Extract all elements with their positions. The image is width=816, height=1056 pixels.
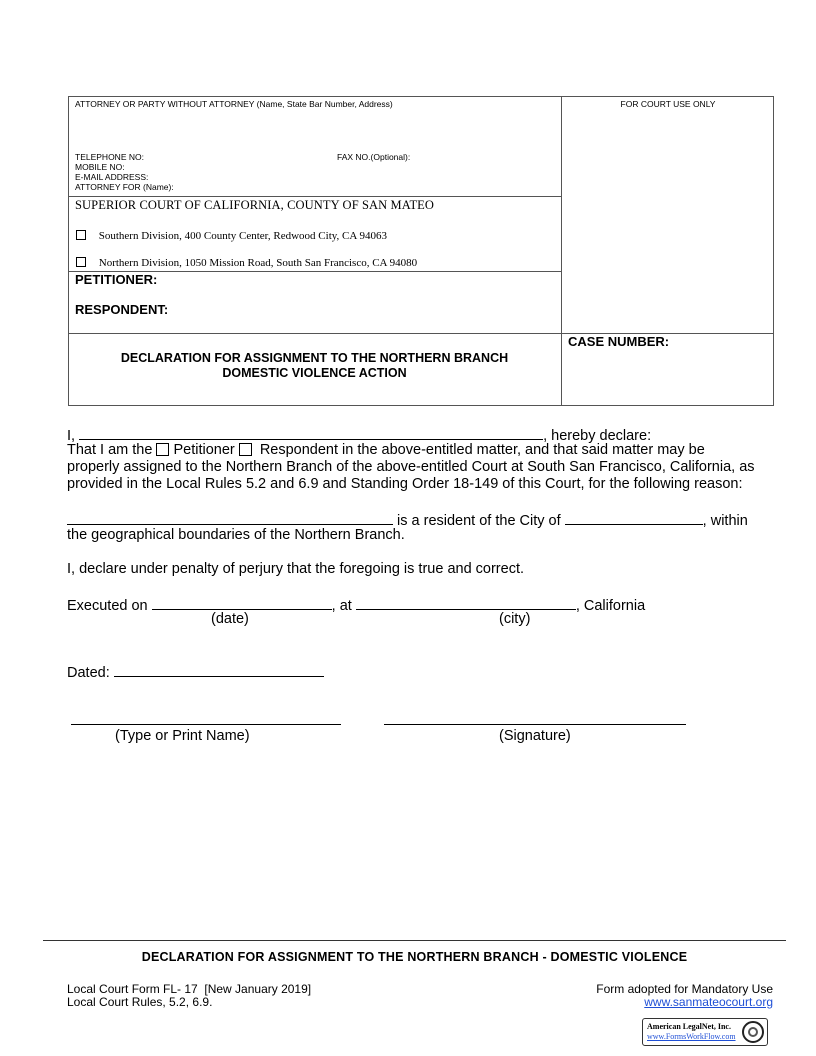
telephone-label: TELEPHONE NO:	[75, 152, 144, 162]
print-name-field[interactable]	[71, 724, 341, 725]
northern-division-checkbox[interactable]	[76, 257, 86, 267]
signature-caption: (Signature)	[499, 728, 571, 744]
at-text: , at	[331, 598, 352, 614]
declarant-name-field[interactable]	[79, 425, 543, 440]
print-name-caption: (Type or Print Name)	[115, 728, 250, 744]
city-name-field[interactable]	[565, 510, 703, 525]
logo-line1: American LegalNet, Inc.	[647, 1022, 731, 1031]
dated-field[interactable]	[114, 662, 324, 677]
that-i-am: That I am the	[67, 442, 153, 458]
petitioner-option-label: Petitioner	[173, 442, 235, 458]
mandatory-use: Form adopted for Mandatory Use	[596, 982, 773, 996]
i-prefix: I,	[67, 428, 76, 444]
party-role-line	[67, 442, 705, 459]
court-name: SUPERIOR COURT OF CALIFORNIA, COUNTY OF SAN MATEO	[75, 198, 435, 212]
hereby-declare: , hereby declare:	[543, 428, 652, 444]
local-rules: Local Court Rules, 5.2, 6.9.	[67, 995, 213, 1009]
southern-division-label: Southern Division, 400 County Center, Redwood City, CA 94063	[98, 230, 387, 242]
northern-division-option[interactable]	[76, 257, 417, 269]
executed-line	[67, 595, 645, 615]
logo-line2: www.FormsWorkFlow.com	[647, 1032, 736, 1041]
northern-division-label: Northern Division, 1050 Mission Road, South San Francisco, CA 94080	[98, 257, 418, 269]
executed-date-field[interactable]	[152, 595, 332, 610]
form-title-line1: DECLARATION FOR ASSIGNMENT TO THE NORTHERN BRANCH	[120, 351, 509, 365]
footer-title: DECLARATION FOR ASSIGNMENT TO THE NORTHERN BRANCH - DOMESTIC VIOLENCE	[141, 950, 688, 964]
form-title-line2: DOMESTIC VIOLENCE ACTION	[222, 366, 407, 380]
declaration-line3: provided in the Local Rules 5.2 and 6.9 and Standing Order 18-149 of this Court, for the following reason:	[67, 476, 743, 492]
dated-label: Dated:	[67, 665, 110, 681]
signature-field[interactable]	[384, 724, 686, 725]
email-label: E-MAIL ADDRESS:	[75, 172, 149, 182]
southern-division-option[interactable]	[76, 230, 387, 242]
court-use-label: FOR COURT USE ONLY	[620, 99, 716, 109]
caption-divider-court	[68, 196, 561, 197]
resident-name-field[interactable]	[67, 510, 393, 525]
declaration-line2: properly assigned to the Northern Branch of the above-entitled Court at South San Francisco, California, as	[67, 459, 755, 475]
respondent-option-label: Respondent in the above-entitled matter, and that said matter may be	[259, 442, 705, 458]
within-text: , within	[702, 513, 748, 529]
city-caption: (city)	[499, 611, 531, 627]
southern-division-checkbox[interactable]	[76, 230, 86, 240]
caption-divider-vertical	[561, 96, 562, 406]
boundaries-text: the geographical boundaries of the Northern Branch.	[67, 527, 405, 543]
case-number-label: CASE NUMBER:	[568, 334, 670, 349]
dated-line	[67, 662, 324, 682]
california-text: , California	[575, 598, 646, 614]
resident-text: is a resident of the City of	[397, 513, 561, 529]
respondent-label: RESPONDENT:	[75, 302, 169, 317]
form-id: Local Court Form FL- 17 [New January 2019]	[67, 982, 312, 996]
logo-emblem-icon	[742, 1021, 764, 1043]
petitioner-checkbox[interactable]	[156, 443, 169, 456]
court-website-link[interactable]: www.sanmateocourt.org	[644, 995, 773, 1009]
footer-rule	[43, 940, 786, 941]
legalnet-logo[interactable]	[642, 1018, 768, 1046]
attorney-label: ATTORNEY OR PARTY WITHOUT ATTORNEY (Name, State Bar Number, Address)	[75, 99, 393, 109]
date-caption: (date)	[211, 611, 249, 627]
fax-label: FAX NO.(Optional):	[337, 152, 411, 162]
petitioner-label: PETITIONER:	[75, 272, 158, 287]
perjury-statement: I, declare under penalty of perjury that the foregoing is true and correct.	[67, 561, 525, 577]
executed-on-label: Executed on	[67, 598, 148, 614]
attorney-for-label: ATTORNEY FOR (Name):	[75, 182, 174, 192]
executed-city-field[interactable]	[356, 595, 576, 610]
mobile-label: MOBILE NO:	[75, 162, 125, 172]
respondent-checkbox[interactable]	[239, 443, 252, 456]
